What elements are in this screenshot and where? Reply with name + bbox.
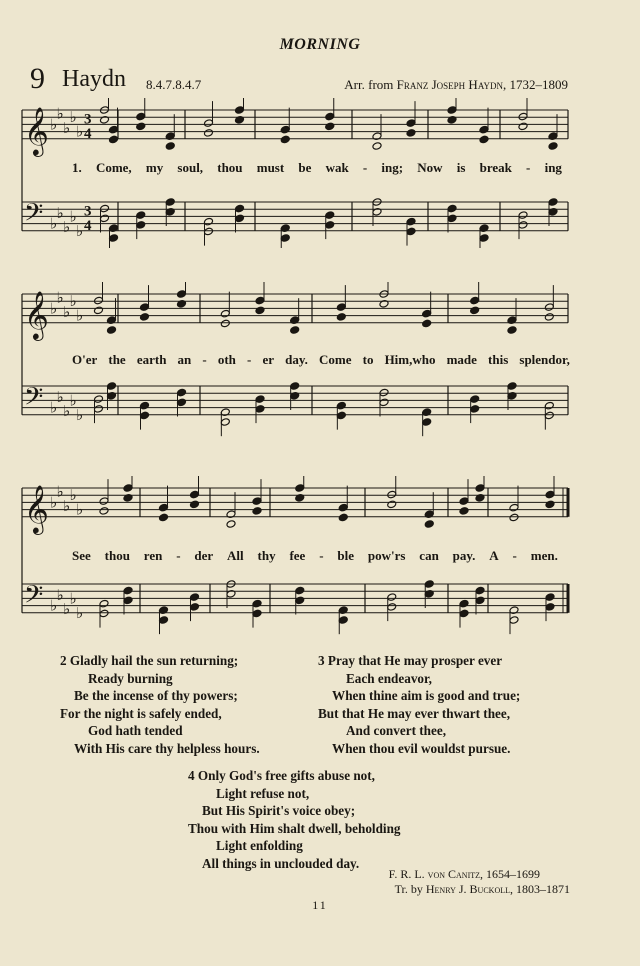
note-head [177, 388, 187, 397]
flat-icon: ♭ [76, 405, 84, 424]
lyric-syllable: O'er [72, 352, 98, 367]
flat-icon: ♭ [69, 486, 77, 505]
note-head [136, 122, 146, 131]
lyric-syllable: fee [289, 548, 306, 563]
note-head [544, 411, 554, 420]
stanza-line: Light enfolding [216, 838, 303, 853]
lyric-syllable: A [489, 548, 499, 563]
stanza-line: When thou evil wouldst pursue. [332, 740, 511, 756]
lyric-syllable: See [72, 548, 91, 563]
note-head [338, 616, 348, 625]
note-head [94, 395, 104, 404]
note-head [325, 112, 335, 121]
time-signature-top: 3 [84, 111, 92, 128]
stanza-4 [188, 767, 401, 872]
flat-icon: ♭ [76, 603, 84, 622]
translator-name: Henry J. Buckoll, 1803–1871 [425, 882, 570, 896]
note-head [255, 296, 265, 305]
lyric-syllable: 1. [72, 160, 82, 175]
note-head [94, 296, 104, 305]
note-head [295, 586, 305, 595]
note-head [94, 306, 104, 315]
note-head [252, 599, 262, 608]
lyric-syllable: to [362, 352, 374, 367]
note-head [190, 490, 200, 499]
lyrics-line-3 [72, 548, 558, 564]
lyric-syllable: pay. [452, 548, 476, 563]
note-head [235, 106, 245, 115]
note-head [336, 411, 346, 420]
note-head [280, 234, 290, 243]
flat-icon: ♭ [50, 596, 58, 615]
note-head [518, 122, 528, 131]
note-head [509, 616, 519, 625]
stanza-line: When thine aim is good and true; [332, 688, 521, 703]
stanza-line: With His care thy helpless hours. [74, 740, 260, 756]
lyrics-line-1 [72, 160, 562, 176]
bass-clef-icon: 𝄢 [24, 382, 44, 418]
note-head [235, 204, 245, 213]
lyric-syllable: my [145, 160, 164, 175]
note-head [220, 418, 230, 427]
lyric-syllable: wak [325, 160, 349, 175]
note-head [136, 112, 146, 121]
lyric-syllable: the [108, 352, 126, 367]
lyrics-line-2 [72, 352, 570, 368]
stanza-line: Pray that He may prosper ever [327, 653, 503, 668]
note-head [475, 586, 485, 595]
note-head [280, 125, 290, 134]
flat-icon: ♭ [56, 387, 64, 406]
lyric-syllable: ing [544, 160, 562, 175]
flat-icon: ♭ [63, 600, 71, 619]
note-head [518, 211, 528, 220]
note-head [204, 227, 214, 236]
lyric-syllable: - [319, 548, 324, 563]
flat-icon: ♭ [69, 108, 77, 127]
note-head [159, 616, 169, 625]
tune-name: Haydn [62, 66, 126, 92]
lyric-syllable: Come, [95, 160, 132, 175]
note-head [507, 382, 517, 391]
note-head [459, 497, 469, 506]
note-head [325, 211, 335, 220]
lyric-syllable: er [262, 352, 275, 367]
lyric-syllable: splendor, [519, 352, 570, 367]
note-head [406, 217, 416, 226]
stanza-line: Thou with Him shalt dwell, beholding [188, 820, 401, 836]
lyric-syllable: men. [530, 548, 558, 563]
translator-prefix: Tr. by [394, 882, 423, 896]
note-head [387, 593, 397, 602]
note-head [447, 204, 457, 213]
flat-icon: ♭ [69, 207, 77, 226]
note-head [140, 303, 150, 312]
stanza-line: Ready burning [88, 670, 173, 686]
lyric-syllable: - [362, 160, 368, 175]
note-head [470, 306, 480, 315]
note-head [252, 609, 262, 618]
lyric-syllable: must [256, 160, 285, 175]
note-head [140, 313, 150, 322]
lyric-syllable: oth [217, 352, 236, 367]
note-head [295, 596, 305, 605]
note-head [424, 580, 434, 589]
note-head [479, 125, 489, 134]
note-head [518, 112, 528, 121]
lyric-syllable: All [227, 548, 244, 563]
stanza-line: But His Spirit's voice obey; [202, 803, 356, 818]
note-head [255, 395, 265, 404]
stanza-line: All things in unclouded day. [202, 855, 360, 871]
flat-icon: ♭ [56, 288, 64, 307]
note-head [545, 500, 555, 509]
lyric-syllable: - [526, 160, 531, 175]
note-head [140, 411, 150, 420]
note-head [424, 520, 434, 529]
note-head [545, 593, 555, 602]
note-head [177, 290, 187, 299]
note-head [220, 319, 230, 328]
note-head [372, 142, 382, 151]
lyric-syllable: is [456, 160, 466, 175]
lyric-syllable: ing; [381, 160, 404, 175]
flat-icon: ♭ [63, 218, 71, 237]
note-head [99, 599, 109, 608]
lyric-syllable: this [488, 352, 509, 367]
note-head [447, 214, 457, 223]
note-head [290, 326, 300, 335]
flat-icon: ♭ [76, 221, 84, 240]
note-head [544, 313, 554, 322]
flat-icon: ♭ [50, 493, 58, 512]
note-head [336, 401, 346, 410]
note-head [338, 513, 348, 522]
stanza-2 [60, 652, 260, 757]
lyric-syllable: soul, [177, 160, 204, 175]
lyric-syllable: can [419, 548, 439, 563]
stanza-number: 3 [318, 653, 325, 668]
stanza-line: God hath tended [88, 723, 183, 738]
note-head [99, 609, 109, 618]
note-head [545, 490, 555, 499]
note-head [387, 490, 397, 499]
stanza-line: But that He may ever thwart thee, [318, 705, 511, 721]
note-head [507, 326, 517, 335]
author-credit: F. R. L. von Canitz, 1654–1699 [388, 867, 540, 881]
time-signature-top: 3 [84, 203, 92, 220]
note-head [165, 142, 175, 151]
note-head [159, 503, 169, 512]
lyric-syllable: day. [285, 352, 308, 367]
attribution-prefix: Arr. from [344, 77, 394, 92]
flat-icon: ♭ [56, 203, 64, 222]
note-head [107, 326, 117, 335]
note-head [100, 204, 110, 213]
note-head [190, 593, 200, 602]
note-head [422, 418, 432, 427]
stanza-line: And convert thee, [346, 723, 446, 738]
lyric-syllable: thou [217, 160, 243, 175]
note-head [109, 125, 119, 134]
note-head [518, 221, 528, 230]
note-head [204, 129, 214, 138]
note-head [545, 603, 555, 612]
note-head [136, 211, 146, 220]
note-head [295, 484, 305, 493]
stanza-line: Be the incense of thy powers; [74, 688, 238, 703]
flat-icon: ♭ [63, 497, 71, 515]
note-head [177, 398, 187, 407]
note-head [544, 401, 554, 410]
flat-icon: ♭ [50, 398, 58, 417]
note-head [204, 217, 214, 226]
note-head [475, 484, 485, 493]
lyric-syllable: der [194, 548, 214, 563]
stanza-line: Only God's free gifts abuse not, [197, 768, 375, 783]
note-head [235, 214, 245, 223]
stanza-line: Light refuse not, [216, 785, 310, 801]
flat-icon: ♭ [76, 306, 84, 325]
composer-dates: 1732–1809 [509, 77, 568, 92]
note-head [422, 309, 432, 318]
lyric-syllable: - [247, 352, 252, 367]
note-head [548, 142, 558, 151]
stanza-number: 2 [60, 653, 67, 668]
note-head [406, 129, 416, 138]
stanza-line: For the night is safely ended, [60, 705, 222, 721]
lyric-syllable: earth [136, 352, 167, 367]
flat-icon: ♭ [69, 292, 77, 311]
stanza-number: 4 [188, 768, 195, 783]
meter: 8.4.7.8.4.7 [146, 77, 202, 92]
note-head [548, 198, 558, 207]
note-head [470, 296, 480, 305]
treble-clef-icon: 𝄞 [24, 289, 49, 339]
stanza-line: Gladly hail the sun returning; [69, 653, 239, 668]
note-head [338, 503, 348, 512]
note-head [109, 234, 119, 243]
note-head [190, 500, 200, 509]
lyric-syllable: - [176, 548, 181, 563]
flat-icon: ♭ [50, 214, 58, 233]
flat-icon: ♭ [63, 119, 71, 137]
section-title: MORNING [279, 36, 361, 53]
hymn-number: 9 [30, 62, 45, 95]
treble-clef-icon: 𝄞 [24, 483, 49, 533]
note-head [255, 405, 265, 414]
note-head [459, 599, 469, 608]
note-head [100, 214, 110, 223]
note-head [325, 221, 335, 230]
note-head [99, 507, 109, 516]
note-head [447, 106, 457, 115]
note-head [290, 382, 300, 391]
stanza-line: Each endeavor, [346, 670, 432, 686]
note-head [123, 586, 133, 595]
note-head [165, 198, 175, 207]
note-head [107, 382, 117, 391]
note-head [459, 609, 469, 618]
time-signature-bottom: 4 [84, 217, 92, 234]
note-head [544, 303, 554, 312]
bass-clef-icon: 𝄢 [24, 198, 44, 234]
note-head [159, 513, 169, 522]
lyric-syllable: thou [104, 548, 130, 563]
note-head [379, 388, 389, 397]
note-head [204, 119, 214, 128]
lyric-syllable: made [446, 352, 477, 367]
note-head [220, 309, 230, 318]
note-head [252, 497, 262, 506]
note-head [379, 398, 389, 407]
attribution: Arr. from Franz Joseph Haydn, 1732–1809 [344, 77, 568, 92]
note-head [94, 405, 104, 414]
page-number: 11 [312, 898, 328, 912]
lyric-syllable: - [202, 352, 207, 367]
note-head [140, 401, 150, 410]
composer-name: Franz Joseph Haydn [396, 77, 503, 92]
lyric-syllable: Come [319, 352, 352, 367]
lyric-syllable: thy [257, 548, 276, 563]
note-head [123, 484, 133, 493]
flat-icon: ♭ [50, 115, 58, 134]
note-head [509, 513, 519, 522]
note-head [190, 603, 200, 612]
note-head [406, 227, 416, 236]
note-head [99, 497, 109, 506]
flat-icon: ♭ [63, 303, 71, 321]
flat-icon: ♭ [56, 482, 64, 501]
lyric-syllable: an [177, 352, 192, 367]
note-head [280, 135, 290, 144]
flat-icon: ♭ [56, 104, 64, 123]
lyric-syllable: ren [143, 548, 163, 563]
note-head [479, 135, 489, 144]
lyric-syllable: break [479, 160, 512, 175]
note-head [470, 395, 480, 404]
flat-icon: ♭ [76, 122, 84, 141]
note-head [123, 596, 133, 605]
lyric-syllable: Now [417, 160, 443, 175]
note-head [422, 319, 432, 328]
flat-icon: ♭ [50, 299, 58, 318]
note-head [387, 500, 397, 509]
flat-icon: ♭ [56, 585, 64, 604]
flat-icon: ♭ [63, 402, 71, 421]
note-head [509, 503, 519, 512]
flat-icon: ♭ [69, 589, 77, 608]
note-head [459, 507, 469, 516]
lyric-syllable: be [298, 160, 312, 175]
lyric-syllable: - [512, 548, 517, 563]
note-head [387, 603, 397, 612]
note-head [109, 135, 119, 144]
note-head [325, 122, 335, 131]
note-head [336, 313, 346, 322]
note-head [479, 234, 489, 243]
lyric-syllable: ble [337, 548, 355, 563]
note-head [336, 303, 346, 312]
note-head [255, 306, 265, 315]
time-signature-bottom: 4 [84, 125, 92, 142]
note-head [406, 119, 416, 128]
note-head [475, 596, 485, 605]
translator-credit [395, 882, 570, 897]
flat-icon: ♭ [76, 500, 84, 519]
lyric-syllable: pow'rs [367, 548, 406, 563]
note-head [136, 221, 146, 230]
flat-icon: ♭ [69, 391, 77, 410]
note-head [252, 507, 262, 516]
bass-clef-icon: 𝄢 [24, 580, 44, 616]
note-head [470, 405, 480, 414]
lyric-syllable: Him,who [384, 352, 436, 367]
stanza-3 [318, 652, 520, 757]
treble-clef-icon: 𝄞 [24, 105, 49, 155]
note-head [226, 520, 236, 529]
